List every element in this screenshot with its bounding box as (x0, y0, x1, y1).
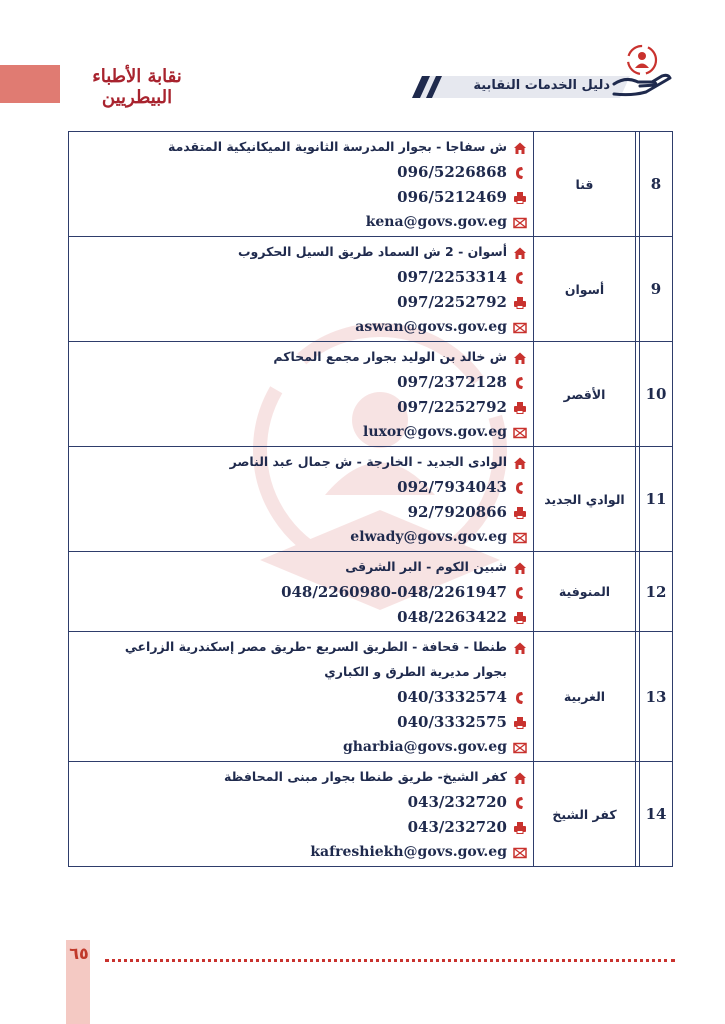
phone-icon (513, 690, 527, 704)
phone-line: 043/232720 (79, 789, 527, 814)
fax-line: 097/2252792 (79, 289, 527, 314)
table-row (69, 237, 673, 342)
home-icon (513, 560, 527, 574)
email-line: aswan@govs.gov.eg (79, 314, 527, 339)
fax-icon (513, 610, 527, 624)
fax-line: 096/5212469 (79, 184, 527, 209)
home-icon (513, 350, 527, 364)
row-number: 14 (640, 762, 673, 867)
table-row (69, 762, 673, 867)
phone-line: 048/2260980-048/2261947 (79, 579, 527, 604)
fax-line: 048/2263422 (79, 604, 527, 629)
contact-info (69, 762, 534, 867)
address-line: بجوار مديرية الطرق و الكباري (324, 664, 507, 679)
address-line: كفر الشيخ- طريق طنطا بجوار مبنى المحافظة (79, 764, 527, 789)
address-line: ش خالد بن الوليد بجوار مجمع المحاكم (79, 344, 527, 369)
row-number: 11 (640, 447, 673, 552)
governorate-name: قنا (534, 132, 636, 237)
table-row (69, 632, 673, 762)
governorate-name: أسوان (534, 237, 636, 342)
governorate-name: الوادي الجديد (534, 447, 636, 552)
home-icon (513, 455, 527, 469)
contact-info (69, 552, 534, 632)
table-row (69, 132, 673, 237)
email-line: luxor@govs.gov.eg (79, 419, 527, 444)
address-line: أسوان - 2 ش السماد طريق السيل الحكروب (79, 239, 527, 264)
phone-icon (513, 795, 527, 809)
column-spacer (636, 342, 640, 447)
email-icon (513, 530, 527, 544)
column-spacer (636, 762, 640, 867)
address-line: ش سفاجا - بجوار المدرسة الثانوية الميكانيكية المتقدمة (79, 134, 527, 159)
contact-info (69, 632, 534, 762)
phone-line: 092/7934043 (79, 474, 527, 499)
home-icon (513, 140, 527, 154)
footer-dotted-line (105, 959, 675, 962)
column-spacer (636, 132, 640, 237)
table-row (69, 342, 673, 447)
fax-line: 92/7920866 (79, 499, 527, 524)
fax-line: 097/2252792 (79, 394, 527, 419)
email-icon (513, 740, 527, 754)
email-line: elwady@govs.gov.eg (79, 524, 527, 549)
branches-table (68, 131, 673, 867)
column-spacer (636, 552, 640, 632)
column-spacer (636, 632, 640, 762)
address-line: شبين الكوم - البر الشرقى (79, 554, 527, 579)
governorate-name: الغربية (534, 632, 636, 762)
governorate-name: كفر الشيخ (534, 762, 636, 867)
home-icon (513, 640, 527, 654)
phone-icon (513, 375, 527, 389)
row-number: 8 (640, 132, 673, 237)
fax-icon (513, 190, 527, 204)
fax-icon (513, 295, 527, 309)
phone-icon (513, 165, 527, 179)
fax-icon (513, 400, 527, 414)
fax-line: 040/3332575 (79, 709, 527, 734)
home-icon (513, 245, 527, 259)
contact-info (69, 237, 534, 342)
column-spacer (636, 237, 640, 342)
guide-title: دليل الخدمات النقابية (473, 78, 610, 93)
email-icon (513, 425, 527, 439)
address-line: طنطا - قحافة - الطريق السريع -طريق مصر إسكندرية الزراعي (79, 634, 527, 659)
email-line: gharbia@govs.gov.eg (79, 734, 527, 759)
contact-info (69, 132, 534, 237)
phone-line: 097/2253314 (79, 264, 527, 289)
table-row (69, 552, 673, 632)
fax-icon (513, 715, 527, 729)
phone-icon (513, 270, 527, 284)
phone-icon (513, 480, 527, 494)
page-number: ٦٥ (69, 944, 89, 963)
fax-icon (513, 820, 527, 834)
column-spacer (636, 447, 640, 552)
email-line: kafreshiekh@govs.gov.eg (79, 839, 527, 864)
contact-info (69, 342, 534, 447)
phone-line: 040/3332574 (79, 684, 527, 709)
email-icon (513, 215, 527, 229)
fax-line: 043/232720 (79, 814, 527, 839)
header-side-strip (0, 65, 60, 103)
row-number: 13 (640, 632, 673, 762)
contact-info (69, 447, 534, 552)
row-number: 12 (640, 552, 673, 632)
home-icon (513, 770, 527, 784)
hand-person-icon (612, 38, 672, 98)
governorate-name: المنوفية (534, 552, 636, 632)
row-number: 9 (640, 237, 673, 342)
email-icon (513, 845, 527, 859)
row-number: 10 (640, 342, 673, 447)
email-icon (513, 320, 527, 334)
governorate-name: الأقصر (534, 342, 636, 447)
table-row (69, 447, 673, 552)
fax-icon (513, 505, 527, 519)
syndicate-logo: نقابة الأطباء البيطريين (92, 66, 182, 108)
phone-line: 096/5226868 (79, 159, 527, 184)
phone-line: 097/2372128 (79, 369, 527, 394)
address-line: الوادى الجديد - الخارجة - ش جمال عبد الناصر (79, 449, 527, 474)
phone-icon (513, 585, 527, 599)
email-line: kena@govs.gov.eg (79, 209, 527, 234)
